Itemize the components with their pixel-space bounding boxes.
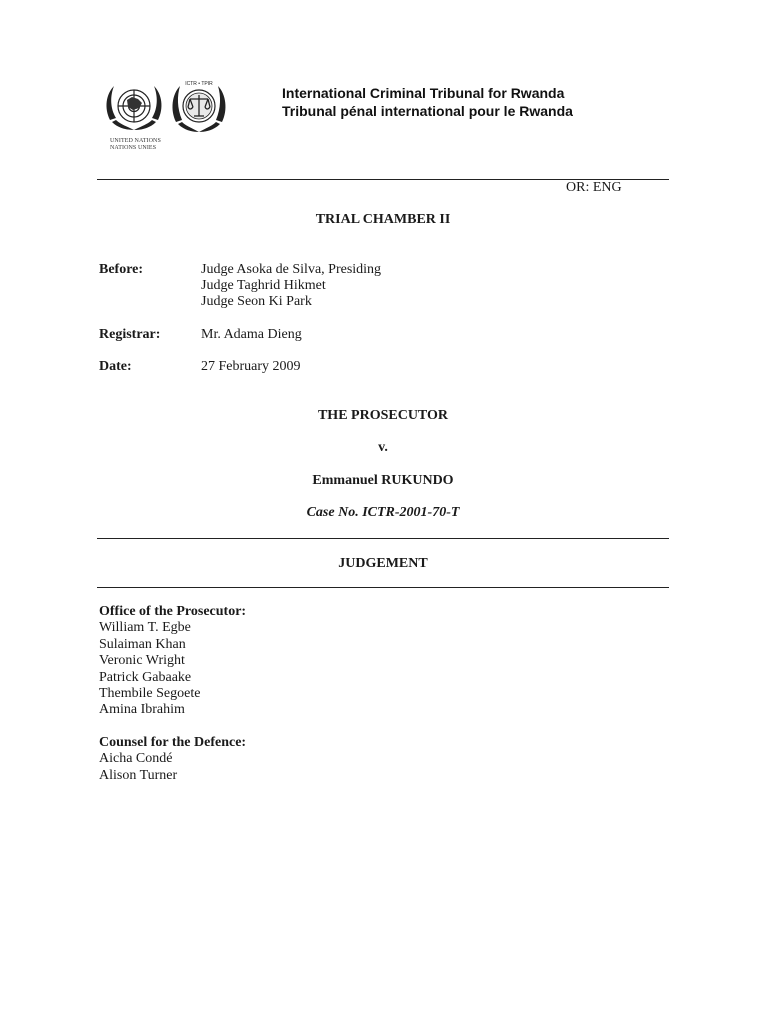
defence-heading: Counsel for the Defence: — [99, 735, 247, 750]
defence-member: Alison Turner — [99, 767, 178, 783]
prosecution-member: Sulaiman Khan — [99, 636, 186, 652]
judge-name: Judge Taghrid Hikmet — [201, 278, 326, 293]
tribunal-title-fr: Tribunal pénal international pour le Rwanda — [282, 103, 573, 119]
versus-text: v. — [378, 440, 388, 455]
un-caption-fr: NATIONS UNIES — [110, 145, 157, 151]
ictr-seal-logo — [168, 78, 230, 134]
defence-member: Aicha Condé — [99, 751, 173, 767]
original-language: OR: ENG — [566, 180, 622, 195]
before-label: Before: — [99, 262, 144, 277]
chamber-heading: TRIAL CHAMBER II — [315, 212, 451, 227]
prosecution-member: Veronic Wright — [99, 653, 185, 669]
date-label: Date: — [99, 359, 132, 374]
divider-top — [97, 538, 669, 539]
registrar-label: Registrar: — [99, 327, 161, 342]
prosecutor-heading: THE PROSECUTOR — [317, 408, 449, 423]
prosecution-member: Amina Ibrahim — [99, 702, 185, 718]
document-type: JUDGEMENT — [338, 556, 428, 571]
prosecution-member: Thembile Segoete — [99, 686, 201, 702]
judge-name: Judge Asoka de Silva, Presiding — [201, 262, 382, 277]
tribunal-title-en: International Criminal Tribunal for Rwanda — [282, 85, 565, 101]
prosecution-member: William T. Egbe — [99, 620, 191, 636]
judge-name: Judge Seon Ki Park — [201, 294, 312, 309]
prosecution-team — [99, 604, 246, 719]
divider-bottom — [97, 587, 669, 588]
un-caption-en: UNITED NATIONS — [110, 138, 161, 144]
prosecution-member: Patrick Gabaake — [99, 669, 192, 685]
un-emblem-logo — [100, 78, 168, 138]
defence-team — [99, 735, 246, 784]
ictr-seal-text: ICTR • TPIR — [185, 81, 213, 87]
un-caption — [110, 138, 161, 152]
date-value: 27 February 2009 — [201, 359, 301, 374]
accused-name: Emmanuel RUKUNDO — [312, 473, 454, 488]
registrar-value: Mr. Adama Dieng — [201, 327, 302, 342]
tribunal-title — [282, 84, 573, 120]
case-number: Case No. ICTR-2001-70-T — [306, 505, 460, 520]
judges-list — [201, 262, 381, 310]
prosecution-heading: Office of the Prosecutor: — [99, 604, 247, 619]
